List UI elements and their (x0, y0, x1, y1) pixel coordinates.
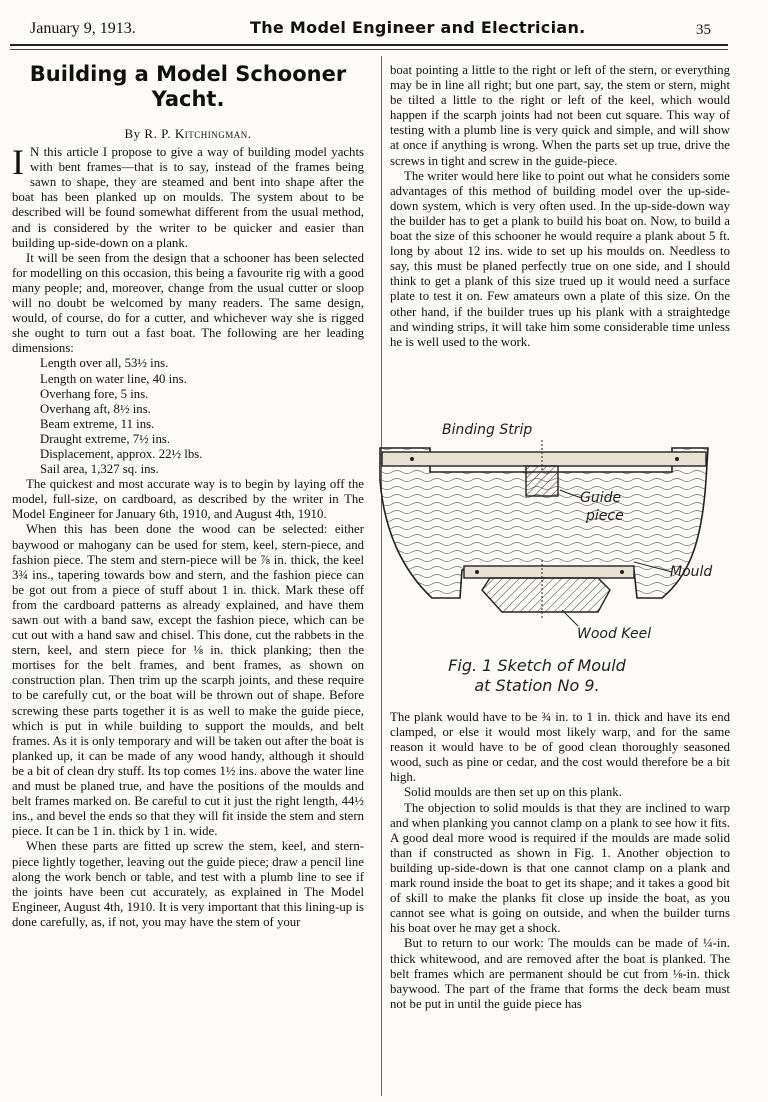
header-rule-thin (10, 49, 728, 50)
figure-caption-line-1: Fig. 1 Sketch of Mould (448, 656, 626, 675)
right-column-top (390, 63, 730, 350)
article-title-line-1: Building a Model Schooner (29, 62, 347, 86)
paragraph-1 (12, 142, 364, 251)
paragraph-r5: The objection to solid moulds is that they are inclined to warp and when planking you cannot clamp on a plank to see how it fits. A good deal more wood is required if the moulds are made solid than if constructed as shown in Fig. 1. Another objection to building up-side-down is that one cannot clamp on a plank and mark round inside the boat to get its shape; and it takes a good bit of skill to make the planks fit close up inside the boat, as you cannot see what is going on outside, and when the builder turns his boat over he may get a shock. (390, 800, 730, 936)
label-wood-keel: Wood Keel (577, 626, 652, 642)
wood-keel (482, 578, 610, 612)
left-column (12, 60, 364, 930)
header-rule (10, 44, 728, 46)
label-piece: piece (586, 508, 624, 524)
dimension-item: Length on water line, 40 ins. (40, 371, 187, 386)
author-name: R. P. Kitchingman. (144, 126, 252, 141)
paragraph-3: The quickest and most accurate way is to begin by laying off the model, full-size, on cardboard, as described by the writer in The Model Engineer for January 6th, 1910, and August 4th, 1910. (12, 477, 364, 522)
dimension-item: Length over all, 53½ ins. (40, 356, 169, 371)
journal-title: The Model Engineer and Electrician. (250, 18, 586, 37)
dimension-item: Overhang fore, 5 ins. (40, 386, 149, 401)
lower-strip (464, 566, 634, 578)
label-mould: Mould (670, 564, 713, 580)
page-header (10, 14, 728, 38)
dimensions-list (40, 356, 364, 477)
paragraph-r6: But to return to our work: The moulds can be made of ¼-in. thick whitewood, and are removed after the boat is planked. The belt frames which are permanent should be cut from ⅛-in. thick baywood. The part of the frame that forms the deck beam must not be put in until the guide piece has (390, 936, 730, 1011)
issue-date: January 9, 1913. (30, 20, 136, 37)
label-guide: Guide (580, 490, 622, 506)
paragraph-2: It will be seen from the design that a schooner has been selected for modelling on this occasion, this being a favourite rig with a good many people; and, moreover, change from the usual cutter or sloop will no doubt be welcomed by many readers. The same design, would, of course, do for a cutter, and whichever way she is rigged she ought to turn out a fast boat. The following are her leading dimensions: (12, 250, 364, 356)
dimension-item: Displacement, approx. 22½ lbs. (40, 446, 203, 461)
dimension-item: Draught extreme, 7½ ins. (40, 431, 171, 446)
paragraph-1-text: N this article I propose to give a way of building model yachts with bent frames—that is to say, instead of the frames being sawn to shape, they are steamed and bent into shape after the boat has been planked up on moulds. The system about to be described will be found somewhat different from the usual method, and is considered by the writer to be quicker and easier than building up-side-down on a plank. (12, 145, 364, 250)
guide-piece (526, 466, 558, 496)
paragraph-r4: Solid moulds are then set up on this plank. (404, 785, 622, 800)
article-title-line-2: Yacht. (151, 87, 225, 111)
binding-strip (382, 452, 706, 466)
article-title (12, 62, 364, 112)
figure-mould-sketch (372, 420, 722, 705)
right-column-bottom (390, 710, 730, 1012)
paragraph-r1: boat pointing a little to the right or left of the stern, or everything may be in line all right; but one part, say, the stem or stern, might be tilted a little to the right or left of the keel, which would happen if the scarph joints had not been cut square. This way of testing with a plumb line is very quick and simple, and will show at once if anything is wrong. When the parts set up true, drive the screws in tight and screw in the guide-piece. (390, 63, 730, 168)
byline-prefix: By (124, 126, 141, 141)
byline (12, 126, 364, 141)
paragraph-5: When these parts are fitted up screw the stem, keel, and stern-piece lightly together, leaving out the guide piece; draw a pencil line along the work bench or table, and test with a plumb line to see if the joints have been cut accurately, as explained in The Model Engineer, August 4th, 1910. It is very important that this lining-up is done carefully, as, if not, you may have the stem of your (12, 839, 364, 929)
figure-caption-line-2: at Station No 9. (474, 676, 600, 695)
dimension-item: Beam extreme, 11 ins. (40, 416, 155, 431)
paragraph-r2: The writer would here like to point out what he considers some advantages of this method of building model over the up-side-down system, which is very often used. In the up-side-down way the builder has to get a plank to build his boat on. Now, to build a boat the size of this schooner he would require a plank about 5 ft. long by about 12 ins. wide to set up his moulds on. Needless to say, this must be planed perfectly true on one side, and I should think to get a plank of this size trued up it would need a surface plate to test it on. Few amateurs own a plate of this size. On the other hand, if the builder trues up his plank with a straightedge and winding strips, it will take him some considerable time unless he is well used to the work. (390, 168, 730, 349)
label-binding-strip: Binding Strip (442, 422, 533, 438)
drop-cap: I (12, 142, 24, 183)
dimension-item: Sail area, 1,327 sq. ins. (40, 462, 159, 477)
dimension-item: Overhang aft, 8½ ins. (40, 401, 151, 416)
page-number: 35 (696, 22, 711, 38)
paragraph-r3: The plank would have to be ¾ in. to 1 in. thick and have its end clamped, or else it would most likely warp, and for the same reason it would have to be of good clean thoroughly seasoned wood, such as pine or cedar, and the cost would therefore be a bit high. (390, 710, 730, 785)
paragraph-4: When this has been done the wood can be selected: either baywood or mahogany can be used for stem, keel, stern-piece, and fashion piece. The stem and stern-piece will be ⅞ in. thick, the keel 3¾ ins., tapering towards bow and stern, and the fashion piece can be got out from a piece of stuff about 1 in. thick. Mark these off from the cardboard patterns as already explained, and have them sawn out with a band saw, except the fashion piece, which can be cut out with a hand saw and chisel. This done, cut the rabbets in the stern, keel, and stern piece for ⅛ in. thick planking; then the mortises for the belt frames, and bent frames, as shown on construction plan. Then trim up the scarph joints, and these require to be carefully cut, or the boat will be thrown out of shape. Before screwing these parts together it is as well to make the guide piece, which is put in while building to support the moulds, and belt frames. As it is only temporary and will be taken out after the boat is planked up, it can be made of any wood handy, although it should be a bit of clean dry stuff. Its top comes 1½ ins. above the water line and must be planed true, and have the positions of the moulds and belt frames marked on. Be careful to cut it just the right length, 44½ ins., and bevel the ends so that they will fit inside the stem and stern piece. It can be 1 in. thick by 1 in. wide. (12, 522, 364, 839)
